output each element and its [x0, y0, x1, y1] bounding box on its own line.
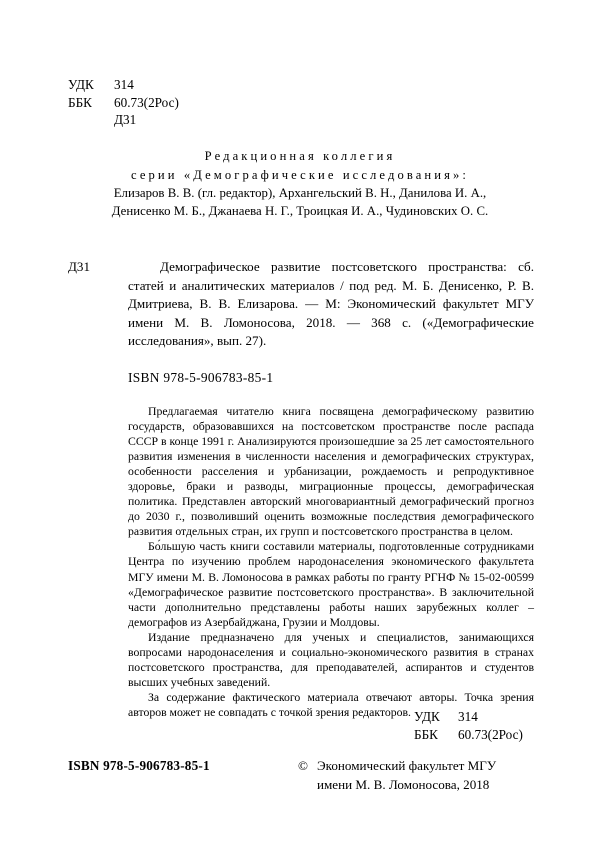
bibliographic-record-description: Демографическое развитие постсоветского пространства: сб. статей и аналитических материалов / под ред. М. Б. Денисенко, Р. В. Дмитриева, В. В. Елизарова. — М: Экономический факультет МГУ имени М. В. Ломоносова, 2018. — 368 с. («Демографические исследования», вып. 27). [128, 259, 534, 349]
udk-value-bottom: 314 [458, 709, 478, 724]
copyright-icon: © [298, 758, 308, 773]
bibliographic-record-code: Д31 [68, 259, 91, 274]
editorial-board-heading-line1: Редакционная коллегия [204, 149, 396, 163]
bbk-label-bottom: ББК [414, 727, 438, 743]
bbk-value-top: 60.73(2Рос) [114, 94, 179, 110]
shelf-code-row [68, 111, 179, 129]
annotation-block [128, 404, 534, 720]
udk-label-top: УДК [68, 77, 94, 92]
classification-codes-top [68, 76, 179, 129]
bibliographic-record [68, 258, 534, 351]
editorial-board-members-line1: Елизаров В. В. (гл. редактор), Архангельский В. Н., Данилова И. А., [113, 186, 487, 201]
udk-value-top: 314 [114, 77, 134, 92]
copyright-line-1 [298, 757, 496, 776]
editorial-board-members-line2: Денисенко М. Б., Джанаева Н. Г., Троицкая И. А., Чудиновских О. С. [111, 203, 489, 218]
annotation-paragraph-3: Издание предназначено для ученых и специалистов, занимающихся вопросами народонаселения и социально-экономического развития в странах постсоветского пространства, для преподавателей, аспирантов и студентов высших учебных заведений. [128, 630, 534, 689]
classification-codes-bottom [414, 708, 523, 745]
copyright-holder: Экономический факультет МГУ [317, 758, 497, 773]
udk-row-top [68, 76, 179, 94]
annotation-paragraph-1: Предлагаемая читателю книга посвящена демографическому развитию государств, образовавшихся на постсоветском пространстве после распада СССР в конце 1991 г. Анализируются произошедшие за 25 лет самостоятельного развития изменения в численности населения и демографических структурах, особенности расселения и урбанизации, рождаемость и репродуктивное здоровье, браки и разводы, миграционные процессы, демографическая политика. Представлен авторский многовариантный демографический прогноз до 2030 г., позволивший оценить возможные последствия демографического развития отдельных стран, их групп и постсоветского пространства в целом. [128, 405, 534, 539]
shelf-code-value: Д31 [114, 112, 137, 127]
annotation-paragraph-2: Бо́льшую часть книги составили материалы, подготовленные сотрудниками Центра по изучению проблем народонаселения экономического факультета МГУ имени М. В. Ломоносова в рамках работы по гранту РГНФ № 15-02-00599 «Демографическое развитие постсоветского пространства». В заключительной части дополнительно представлены работы наших зарубежных коллег – демографов из Азербайджана, Грузии и Молдовы. [128, 540, 534, 629]
copyright-line-2: имени М. В. Ломоносова, 2018 [317, 776, 490, 792]
footer-isbn: ISBN 978-5-906783-85-1 [68, 758, 210, 773]
bbk-label-top: ББК [68, 94, 92, 110]
annotation-paragraph-4: За содержание фактического материала отвечают авторы. Точка зрения авторов может не совпадать с точкой зрения редакторов. [128, 690, 534, 719]
bbk-row-bottom [414, 726, 523, 744]
udk-row-bottom [414, 708, 523, 726]
udk-label-bottom: УДК [414, 709, 440, 724]
bbk-value-bottom: 60.73(2Рос) [458, 727, 523, 743]
shelf-code-spacer [68, 111, 114, 129]
isbn-main: ISBN 978-5-906783-85-1 [128, 370, 274, 385]
copyright-notice [298, 757, 496, 794]
bbk-row-top [68, 94, 179, 112]
editorial-board-heading-line2: серии «Демографические исследования»: [131, 167, 469, 182]
editorial-board [60, 148, 540, 220]
